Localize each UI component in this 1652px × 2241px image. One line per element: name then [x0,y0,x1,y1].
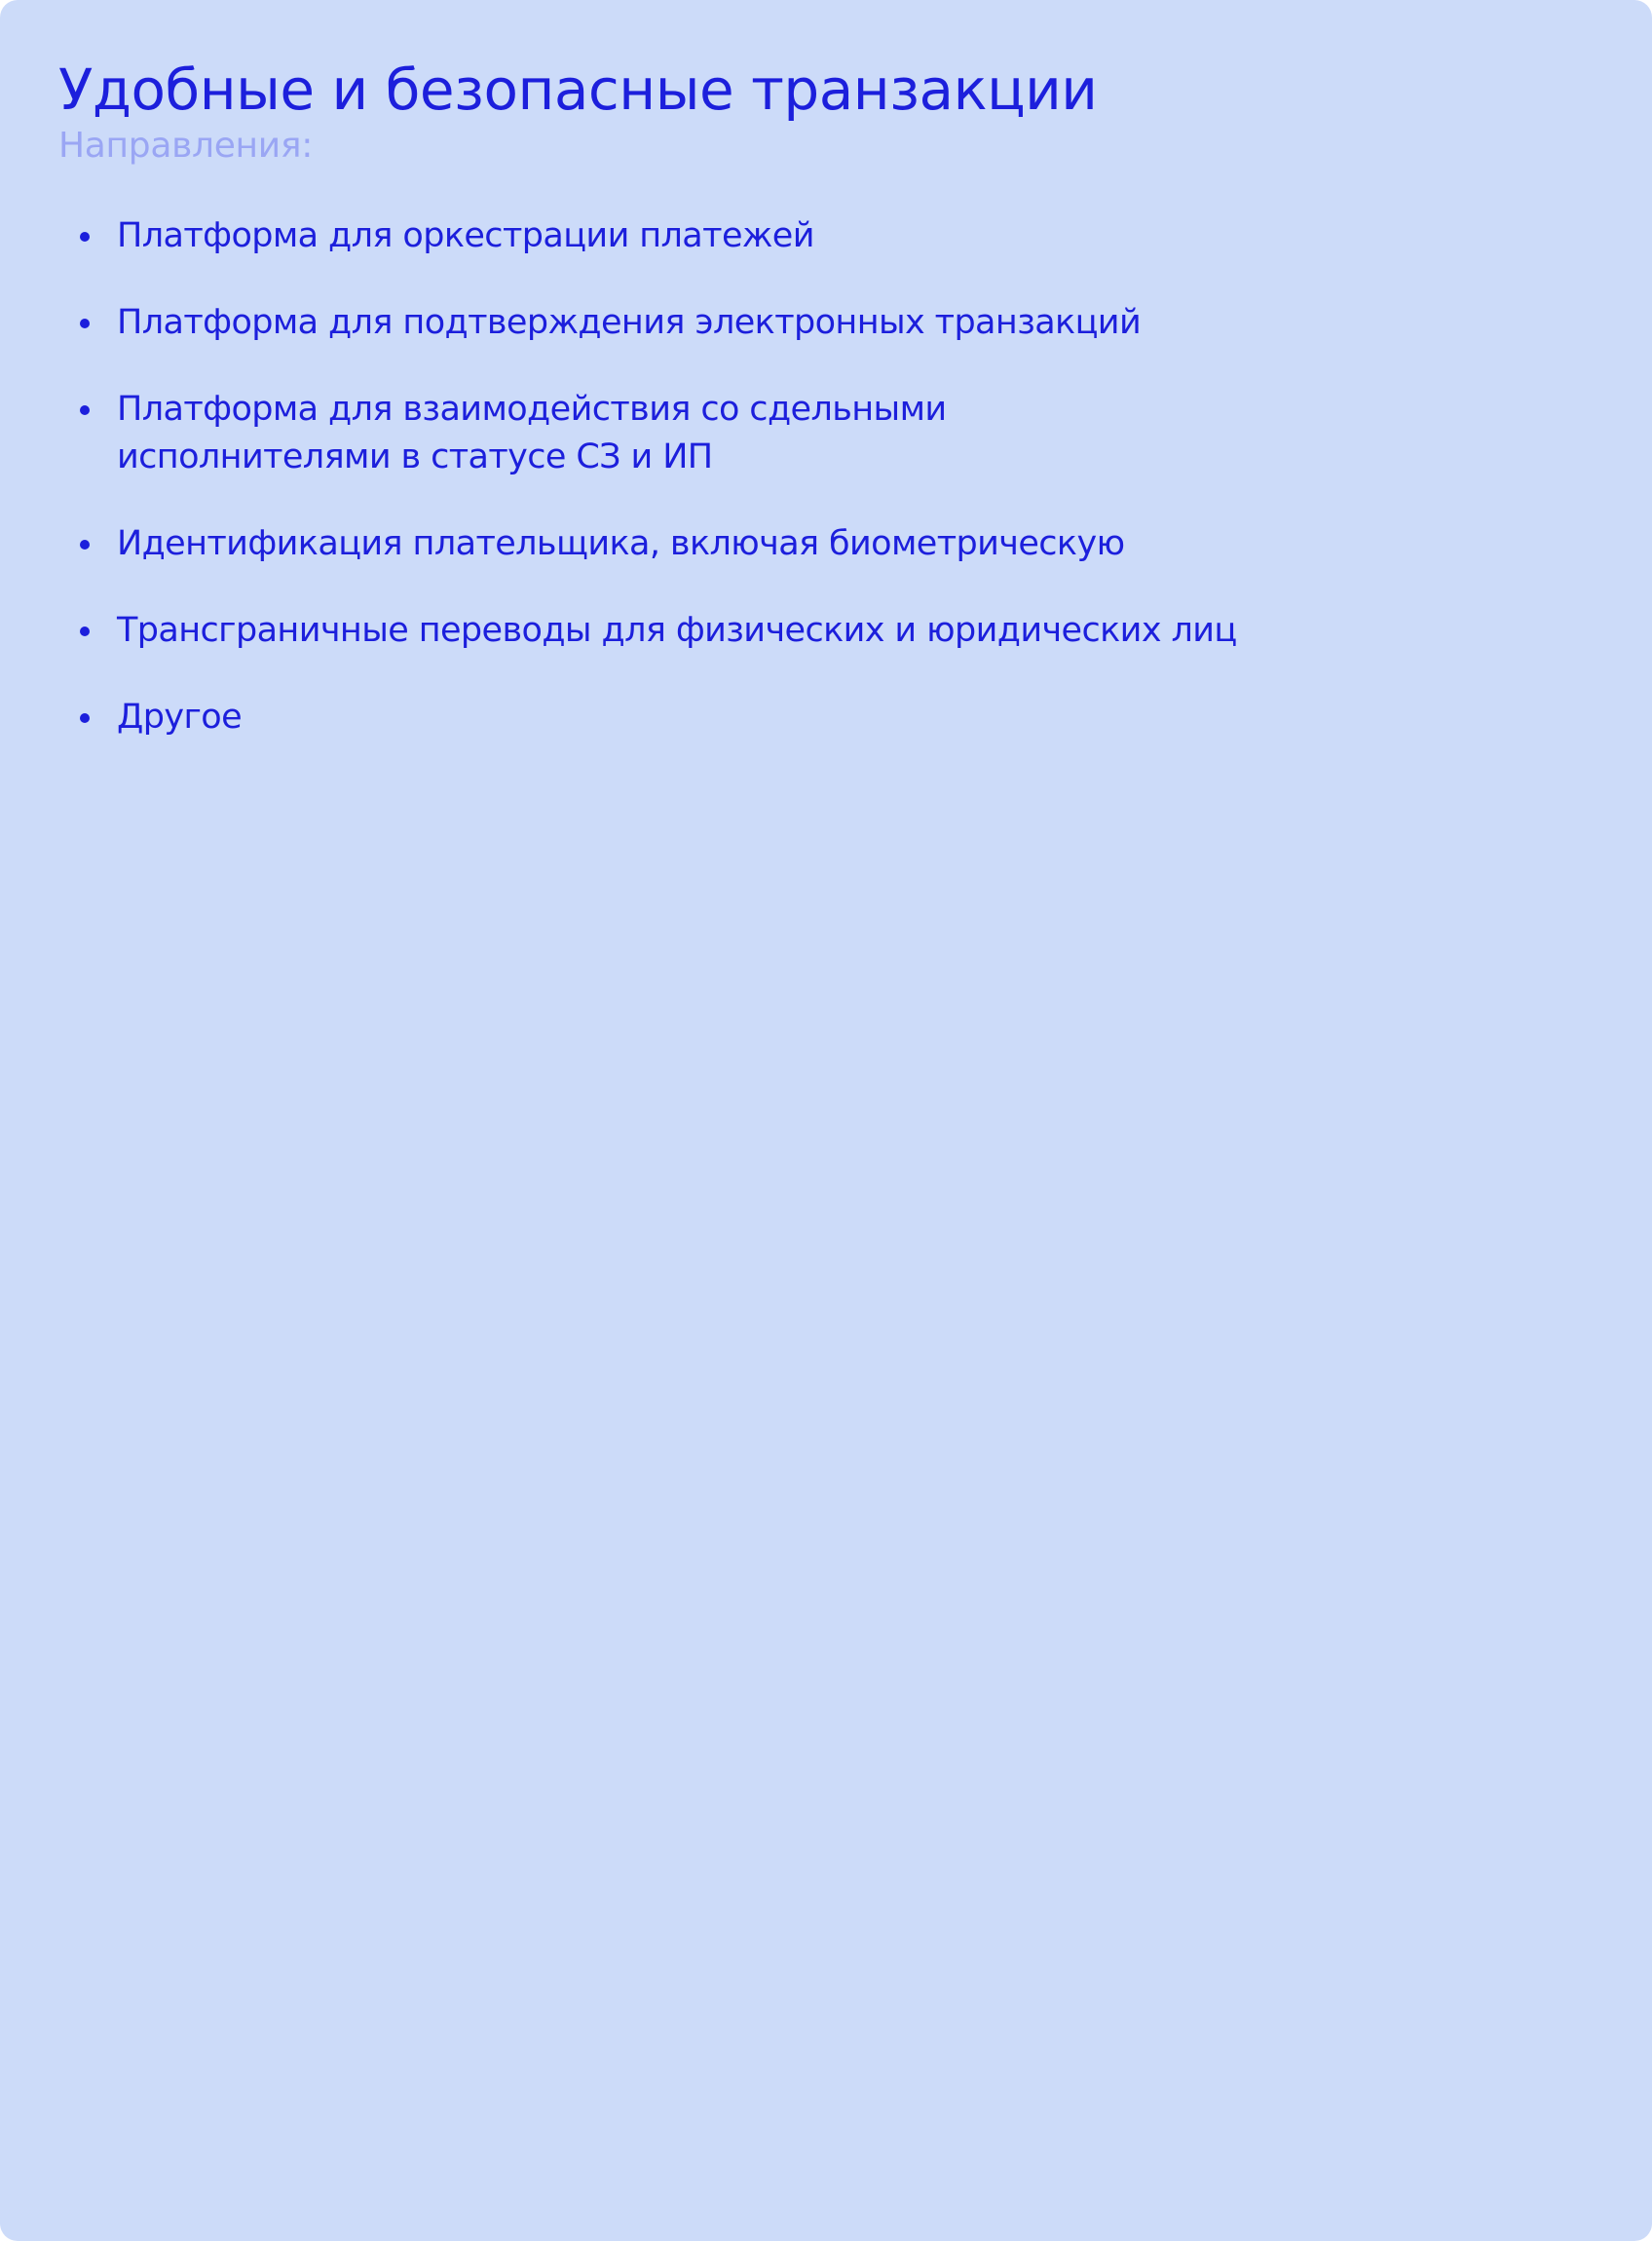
bullet-icon [80,319,90,328]
directions-list [58,212,1594,741]
bullet-icon [80,627,90,636]
list-item-text: Идентификация плательщика, включая биометрическую [117,524,1125,563]
bullet-icon [80,540,90,550]
bullet-icon [80,405,90,415]
list-item [58,607,1594,655]
list-item [58,386,1594,481]
list-item [58,694,1594,741]
list-item [58,520,1594,568]
section-subtitle: Направления: [58,126,314,166]
page-title: Удобные и безопасные транзакции [58,57,1098,123]
list-item-text: Платформа для оркестрации платежей [117,216,814,255]
bullet-icon [80,713,90,723]
list-item-text: Трансграничные переводы для физических и юридических лиц [117,611,1237,650]
list-item [58,212,1594,260]
bullet-icon [80,232,90,242]
list-item-text: Другое [117,698,243,737]
list-item-text: Платформа для взаимодействия со сдельными [117,390,947,429]
list-item [58,299,1594,347]
list-item-text: Платформа для подтверждения электронных транзакций [117,303,1142,342]
list-item-text-continued: исполнителями в статусе СЗ и ИП [117,437,713,476]
